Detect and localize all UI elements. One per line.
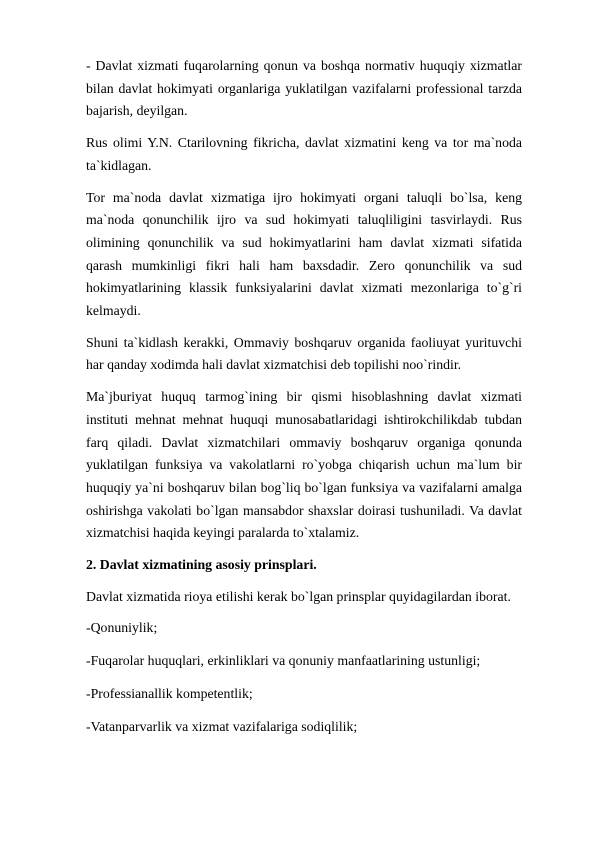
principles-intro: Davlat xizmatida rioya etilishi kerak bo`lgan prinsplar quyidagilardan iborat. bbox=[86, 588, 511, 604]
paragraph-public-administration: Shuni ta`kidlash kerakki, Ommaviy boshqaruv organida faoliuyat yurituvchi har qanday xodimda hali davlat xizmatchisi deb topilishi noo`rindir. bbox=[86, 334, 522, 373]
paragraph-definition: - Davlat xizmati fuqarolarning qonun va boshqa normativ huquqiy xizmatlar bilan davlat hokimyati organlariga yuklatilgan vazifalarni professional tarzda bajarish, deyilgan. bbox=[86, 58, 522, 119]
principle-item: -Qonuniylik; bbox=[86, 620, 158, 636]
paragraph-narrow-broad-meaning: Tor ma`noda davlat xizmatiga ijro hokimyati organi taluqli bo`lsa, keng ma`noda qonunchilik ijro va sud hokimyati taluqliligini tasvirlaydi. Rus olimining qonunchilik va sud hokimyatlarini ham davlat xizmati sifatida qarash mumkinligi fikri hali ham baxsdadir. Zero qonunchilik va sud hokimyatlarining klassik funksiyalarini davlat xizmati mezonlariga to`g`ri kelmaydi. bbox=[86, 189, 522, 319]
document-page bbox=[86, 55, 522, 748]
section-heading: 2. Davlat xizmatining asosiy prinsplari. bbox=[86, 557, 317, 573]
principle-item: -Vatanparvarlik va xizmat vazifalariga sodiqlilik; bbox=[86, 718, 358, 734]
paragraph-russian-scholar: Rus olimi Y.N. Ctarilovning fikricha, davlat xizmatini keng va tor ma`noda ta`kidlagan. bbox=[86, 135, 522, 173]
principle-item: -Fuqarolar huquqlari, erkinliklari va qonuniy manfaatlarining ustunligi; bbox=[86, 653, 481, 669]
principle-item: -Professianallik kompetentlik; bbox=[86, 685, 253, 701]
paragraph-civil-service-institute: Ma`jburiyat huquq tarmog`ining bir qismi hisoblashning davlat xizmati instituti mehnat mehnat huquqi munosabatlaridagi ishtirokchilikdab tubdan farq qiladi. Davlat xizmatchilari ommaviy boshqaruv organiga qonunda yuklatilgan funksiya va vakolatlarni ro`yobga chiqarish uchun ma`lum bir huquqiy ya`ni boshqaruv bilan bog`liq bo`lgan funksiya va vazifalarni amalga oshirishga vakolati bo`lgan mansabdor shaxslar doirasi tushuniladi. Va davlat xizmatchisi haqida keyingi paralarda to`xtalamiz. bbox=[86, 389, 522, 541]
